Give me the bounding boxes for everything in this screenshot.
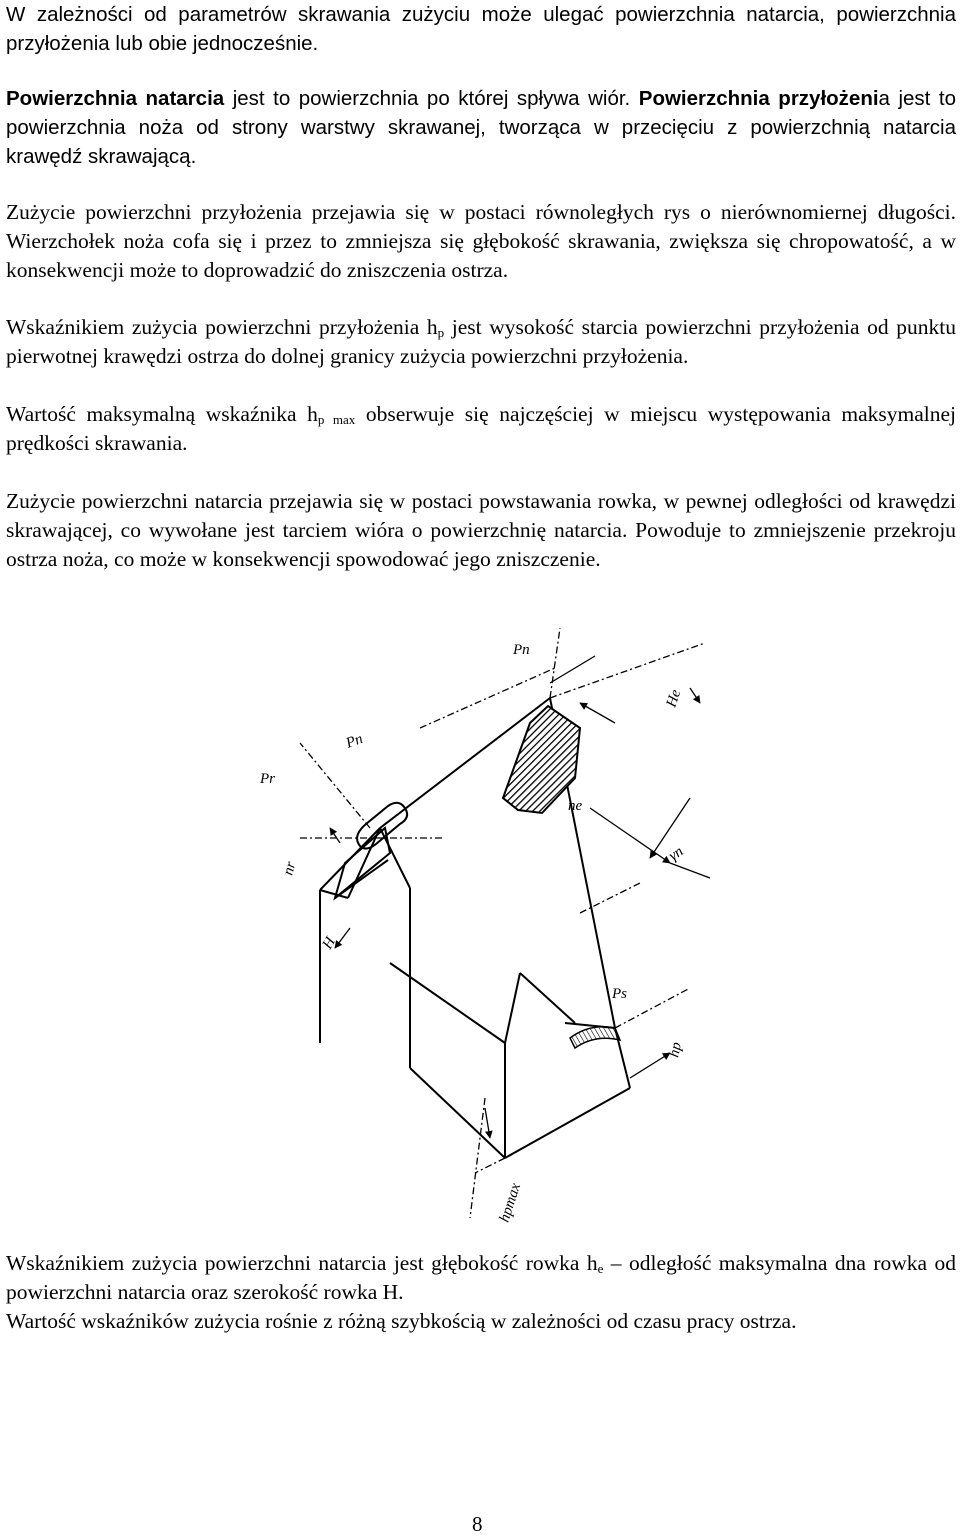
page-number: 8	[472, 1512, 483, 1536]
label-h-left: H	[319, 934, 339, 952]
rake-index-text-1: Wskaźnikiem zużycia powierzchni natarcia jest głębokość rowka h	[6, 1251, 598, 1275]
flank-wear-paragraph	[6, 198, 956, 285]
flank-index-text-2: jest wysokość starcia powierzchni przyłożenia od punktu pierwotnej krawędzi ostrza do dolnej granicy zużycia powierzchni przyłożenia.	[6, 315, 956, 368]
tool-outline	[320, 698, 630, 1158]
label-pn-top: Pn	[513, 642, 530, 658]
flank-index-text-1: Wskaźnikiem zużycia powierzchni przyłożenia h	[6, 315, 438, 339]
label-pn-left: Pn	[343, 731, 366, 752]
label-ne: ne	[568, 798, 583, 814]
diagram-labels	[259, 642, 686, 1224]
flank-surface-term: Powierzchnia przyłożeni	[638, 87, 879, 110]
max-value-paragraph	[6, 400, 956, 458]
rake-wear-paragraph	[6, 487, 956, 574]
label-hpmax: hpmax	[496, 1181, 525, 1225]
crater-section-hatched	[503, 706, 580, 813]
label-nr: nr	[280, 860, 300, 878]
flank-wear-text: Zużycie powierzchni przyłożenia przejawia się w postaci równoległych rys o nierównomiernej długości. Wierzchołek noża cofa się i przez to zmniejsza się głębokość skrawania, zwiększa się chropowatość, a w konsekwencji może to doprowadzić do zniszczenia ostrza.	[6, 200, 956, 282]
label-pr: Pr	[260, 771, 275, 787]
rake-index-text-2: – odległość maksymalna dna rowka od powierzchni natarcia oraz szerokość rowka H.	[6, 1251, 957, 1304]
max-value-text-1: Wartość maksymalną wskaźnika h	[6, 402, 318, 426]
rake-wear-text: Zużycie powierzchni natarcia przejawia się w postaci powstawania rowka, w pewnej odległości od krawędzi skrawającej, co wywołane jest tarciem wióra o powierzchnię natarcia. Powoduje to zmniejszenie przekroju ostrza noża, co może w konsekwencji spowodować jego zniszczenie.	[6, 489, 956, 571]
growth-text: Wartość wskaźników zużycia rośnie z różną szybkością w zależności od czasu pracy ostrza.	[6, 1309, 797, 1333]
tool-wear-diagram	[220, 628, 740, 1228]
arrows	[330, 656, 710, 1138]
label-yn: γn	[666, 843, 687, 865]
dimension-lines	[300, 628, 705, 1218]
label-he-top: He	[663, 687, 685, 710]
definitions-paragraph	[6, 84, 956, 171]
max-value-text-2: obserwuje się najczęściej w miejscu występowania maksymalnej prędkości skrawania.	[6, 402, 956, 455]
flank-index-subscript: p	[437, 325, 445, 340]
max-value-subscript: p max	[317, 412, 356, 427]
label-hp: hp	[666, 1040, 686, 1059]
label-ps: Ps	[612, 986, 627, 1002]
rake-index-paragraph	[6, 1249, 956, 1307]
flank-surface-definition: jest to powierzchnia noża od strony warstwy skrawanej, tworząca w przecięciu z powierzchnią natarcia krawędź skrawającą.	[6, 87, 957, 168]
flank-wear-hatched	[570, 1027, 620, 1048]
flank-surface-term-tail: a	[878, 87, 890, 110]
tool-wear-drawing	[220, 628, 740, 1228]
intro-paragraph	[6, 0, 956, 58]
rake-surface-definition: jest to powierzchnia po której spływa wiór.	[224, 87, 639, 110]
rake-surface-term: Powierzchnia natarcia	[6, 87, 225, 110]
rake-index-subscript: e	[597, 1261, 604, 1276]
intro-text: W zależności od parametrów skrawania zużyciu może ulegać powierzchnia natarcia, powierzchnia przyłożenia lub obie jednocześnie.	[6, 3, 956, 55]
growth-paragraph	[6, 1307, 956, 1336]
flank-index-paragraph	[6, 313, 956, 371]
